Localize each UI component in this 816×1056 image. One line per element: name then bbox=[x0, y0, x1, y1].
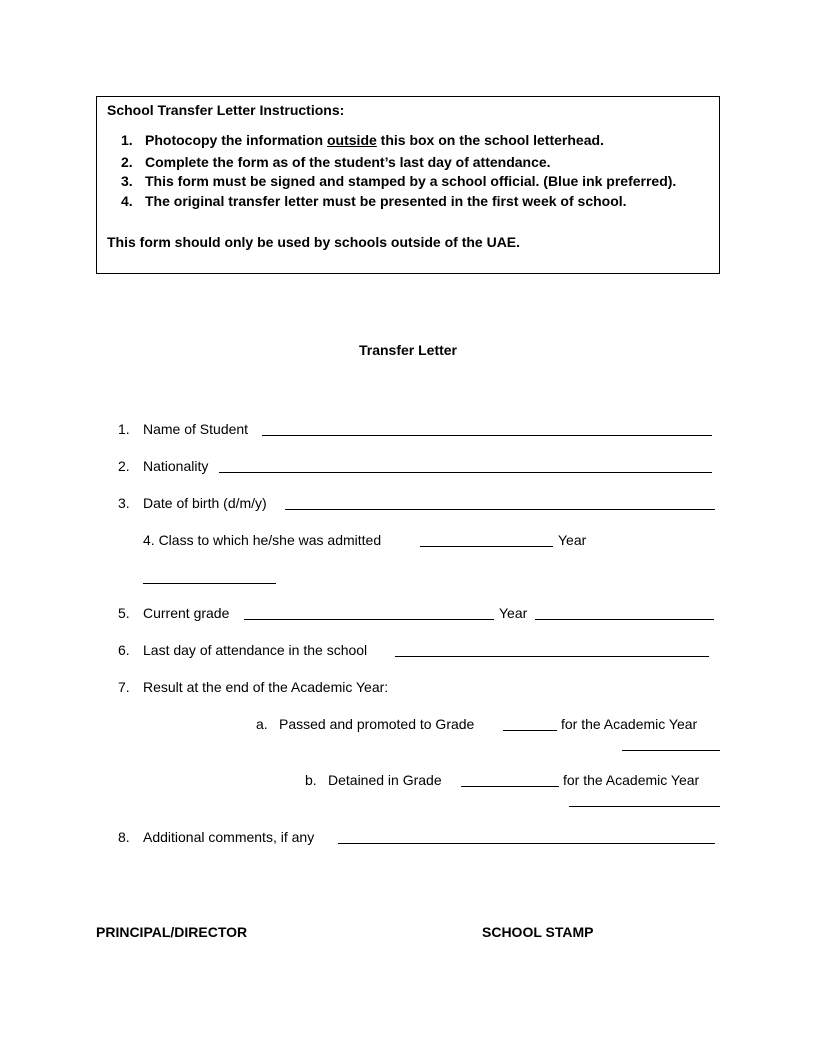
instructions-title: School Transfer Letter Instructions: bbox=[107, 102, 345, 118]
current-year-label: Year bbox=[499, 605, 528, 621]
instruction-item-1 bbox=[121, 132, 711, 150]
promoted-grade-line[interactable] bbox=[503, 730, 557, 731]
result-label: Result at the end of the Academic Year: bbox=[143, 679, 389, 695]
instruction-number: 4. bbox=[121, 193, 133, 209]
field-number: 3. bbox=[118, 495, 130, 511]
instruction-item-3 bbox=[121, 173, 711, 191]
nationality-label: Nationality bbox=[143, 458, 209, 474]
current-grade-line[interactable] bbox=[244, 619, 494, 620]
admitted-year-line[interactable] bbox=[143, 583, 276, 584]
nationality-line[interactable] bbox=[219, 472, 712, 473]
field-number: 5. bbox=[118, 605, 130, 621]
instruction-text: Complete the form as of the student’s last day of attendance. bbox=[145, 154, 551, 170]
admitted-year-label: Year bbox=[558, 532, 587, 548]
instruction-text-pre: Photocopy the information bbox=[145, 132, 327, 148]
admitted-class-line[interactable] bbox=[420, 546, 553, 547]
detained-grade-label: Detained in Grade bbox=[328, 772, 442, 788]
detained-academic-year-line[interactable] bbox=[569, 806, 720, 807]
date-of-birth-line[interactable] bbox=[285, 509, 715, 510]
current-grade-label: Current grade bbox=[143, 605, 230, 621]
last-day-line[interactable] bbox=[395, 656, 709, 657]
promoted-academic-year-line[interactable] bbox=[622, 750, 720, 751]
current-year-line[interactable] bbox=[535, 619, 714, 620]
instruction-number: 1. bbox=[121, 132, 133, 148]
comments-line[interactable] bbox=[338, 843, 715, 844]
promoted-academic-year-label: for the Academic Year bbox=[561, 716, 698, 732]
option-letter: b. bbox=[305, 772, 317, 788]
detained-academic-year-label: for the Academic Year bbox=[563, 772, 700, 788]
option-letter: a. bbox=[256, 716, 268, 732]
instruction-item-4 bbox=[121, 193, 711, 211]
last-day-label: Last day of attendance in the school bbox=[143, 642, 368, 658]
date-of-birth-label: Date of birth (d/m/y) bbox=[143, 495, 267, 511]
instruction-item-2 bbox=[121, 154, 711, 172]
instruction-text: This form must be signed and stamped by a school official. (Blue ink preferred). bbox=[145, 173, 677, 189]
field-number: 7. bbox=[118, 679, 130, 695]
field-number: 8. bbox=[118, 829, 130, 845]
form-title: Transfer Letter bbox=[358, 342, 458, 358]
instruction-number: 3. bbox=[121, 173, 133, 189]
instruction-text-post: this box on the school letterhead. bbox=[376, 132, 604, 148]
detained-grade-line[interactable] bbox=[461, 786, 559, 787]
promoted-grade-label: Passed and promoted to Grade bbox=[279, 716, 475, 732]
admitted-class-label: 4. Class to which he/she was admitted bbox=[143, 532, 382, 548]
name-of-student-label: Name of Student bbox=[143, 421, 249, 437]
instruction-text bbox=[145, 132, 604, 148]
name-of-student-line[interactable] bbox=[262, 435, 712, 436]
instruction-emphasis: outside bbox=[327, 132, 377, 148]
instruction-number: 2. bbox=[121, 154, 133, 170]
field-number: 1. bbox=[118, 421, 130, 437]
instruction-text: The original transfer letter must be presented in the first week of school. bbox=[145, 193, 627, 209]
comments-label: Additional comments, if any bbox=[143, 829, 315, 845]
school-stamp-label: SCHOOL STAMP bbox=[482, 924, 594, 940]
instructions-note: This form should only be used by schools outside of the UAE. bbox=[107, 234, 521, 250]
field-number: 2. bbox=[118, 458, 130, 474]
principal-signature-label: PRINCIPAL/DIRECTOR bbox=[96, 924, 248, 940]
field-number: 6. bbox=[118, 642, 130, 658]
